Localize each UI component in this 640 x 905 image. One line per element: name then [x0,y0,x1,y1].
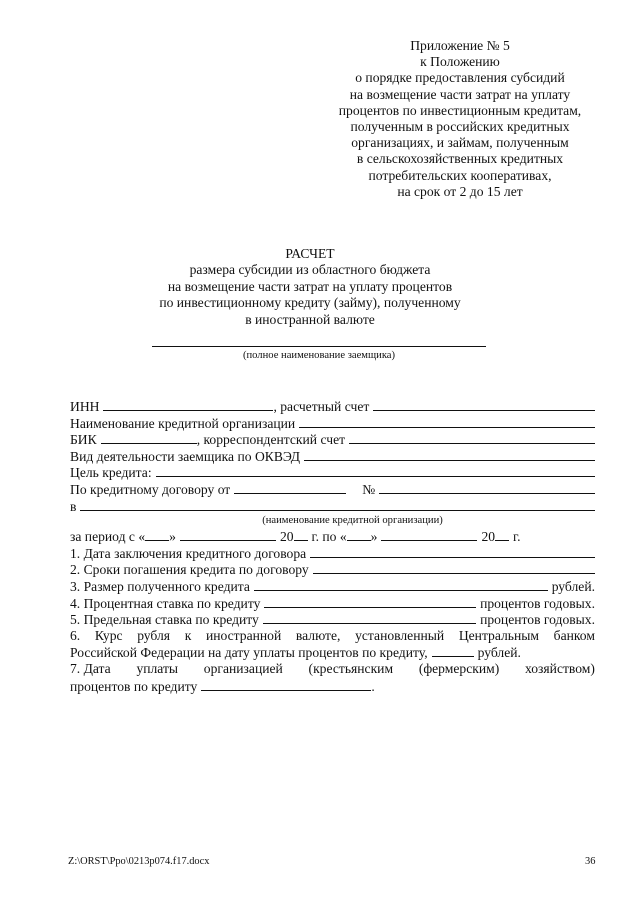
item-6-word: Центральным [458,627,539,643]
period-end-day-field[interactable] [347,528,371,541]
bik-label: БИК [70,432,97,448]
item-3-row [70,578,595,595]
title-heading: РАСЧЕТ [285,246,335,261]
item-7-word: хозяйством) [524,660,595,676]
item-7-line-2 [70,678,595,695]
appendix-line: на возмещение части затрат на уплату [349,86,571,102]
item-1-label: 1. Дата заключения кредитного договора [70,545,307,561]
item-7-word: (крестьянским [308,660,394,676]
item-7-word: уплаты [136,660,179,676]
inn-field[interactable] [103,398,273,411]
document-title [90,246,530,328]
item-4-row [70,595,595,612]
number-sign: № [362,481,376,497]
item-5-row [70,611,595,628]
purpose-field[interactable] [156,464,595,477]
appendix-header [300,38,620,200]
title-line: на возмещение части затрат на уплату процентов [167,278,453,294]
contract-row [70,481,595,498]
contract-number-field[interactable] [379,481,595,494]
bik-field[interactable] [101,431,197,444]
title-line: по инвестиционному кредиту (займу), полученному [159,295,461,311]
period-start-year-field[interactable] [294,528,308,541]
period-year-prefix: 20 [481,529,496,545]
item-3-unit: рублей. [551,578,595,594]
item-6-word: Курс [94,627,123,643]
corr-account-label: , корреспондентский счет [196,432,346,448]
footer-page-number: 36 [585,856,596,867]
borrower-name-field[interactable] [152,346,486,347]
item-7-word: (фермерским) [418,660,500,676]
item-1-row [70,545,595,562]
item-6-word: валюте, [295,627,341,643]
item-6-line-2 [70,644,595,661]
item-6-text: Российской Федерации на дату уплаты процентов по кредиту, [70,645,428,661]
period-end-year-field[interactable] [495,528,509,541]
title-line: размера субсидии из областного бюджета [189,262,431,278]
org-name-field[interactable] [299,415,595,428]
period-start-day-field[interactable] [145,528,169,541]
appendix-line: на срок от 2 до 15 лет [397,183,523,199]
item-6-line-1 [70,628,595,645]
appendix-line: организациях, и займам, полученным [351,135,569,151]
okved-row [70,448,595,465]
period-year-prefix: 20 [279,529,294,545]
appendix-line: процентов по инвестиционным кредитам, [338,102,582,118]
corr-account-field[interactable] [349,431,595,444]
item-6-field[interactable] [432,644,474,657]
item-6-word: к [184,627,192,643]
item-3-label: 3. Размер полученного кредита [70,578,250,594]
okved-label: Вид деятельности заемщика по ОКВЭД [70,448,301,464]
credit-org-row [70,498,595,515]
period-start-month-field[interactable] [180,528,276,541]
contract-label: По кредитному договору от [70,481,231,497]
period-to-label: г. по « [311,529,347,545]
item-7-line-1 [70,661,595,678]
purpose-row [70,464,595,481]
purpose-label: Цель кредита: [70,465,152,481]
item-5-field[interactable] [263,611,476,624]
calculation-form [70,398,595,694]
item-7-end: . [371,678,375,694]
borrower-caption: (полное наименование заемщика) [242,350,396,361]
item-6-word: иностранной [205,627,282,643]
org-name-label: Наименование кредитной организации [70,415,296,431]
credit-org-caption: (наименование кредитной организации) [262,515,443,527]
inn-label: ИНН [70,399,100,414]
item-7-word: 7. Дата [70,660,111,676]
account-field[interactable] [373,398,595,411]
contract-date-field[interactable] [234,481,346,494]
item-7-field[interactable] [201,678,371,691]
title-line: в иностранной валюте [245,311,375,327]
item-3-field[interactable] [254,578,548,591]
item-6-word: установленный [355,627,445,643]
bik-row [70,431,595,448]
appendix-line: о порядке предоставления субсидий [355,70,565,86]
item-2-row [70,561,595,578]
item-7-text: процентов по кредиту [70,678,198,694]
appendix-line: в сельскохозяйственных кредитных [356,151,564,167]
appendix-line: к Положению [420,54,500,70]
period-prefix: за период с « [70,529,146,545]
appendix-line: Приложение № 5 [410,38,510,53]
appendix-line: потребительских кооперативах, [368,167,552,183]
period-end-month-field[interactable] [381,528,477,541]
item-6-word: рубля [137,627,171,643]
item-5-label: 5. Предельная ставка по кредиту [70,612,259,628]
item-4-unit: процентов годовых. [480,595,595,611]
period-close-quote: » [370,529,378,545]
org-name-row [70,415,595,432]
appendix-line: полученным в российских кредитных [350,119,570,135]
item-1-field[interactable] [310,545,595,558]
item-6-word: 6. [70,627,81,643]
period-end-label: г. [513,529,521,545]
item-2-label: 2. Сроки погашения кредита по договору [70,562,309,578]
item-7-word: организацией [203,660,283,676]
item-4-field[interactable] [264,595,476,608]
credit-org-field[interactable] [80,498,595,511]
okved-field[interactable] [304,448,595,461]
item-2-field[interactable] [313,561,595,574]
item-6-unit: рублей. [477,645,521,661]
item-4-label: 4. Процентная ставка по кредиту [70,595,261,611]
item-5-unit: процентов годовых. [480,612,595,628]
period-row [70,528,595,545]
footer-file-path: Z:\ORST\Ppo\0213p074.f17.docx [68,856,210,867]
period-close-quote: » [169,529,176,545]
account-label: , расчетный счет [273,399,370,414]
in-label: в [70,498,77,514]
item-6-word: банком [553,627,595,643]
inn-row [70,398,595,415]
